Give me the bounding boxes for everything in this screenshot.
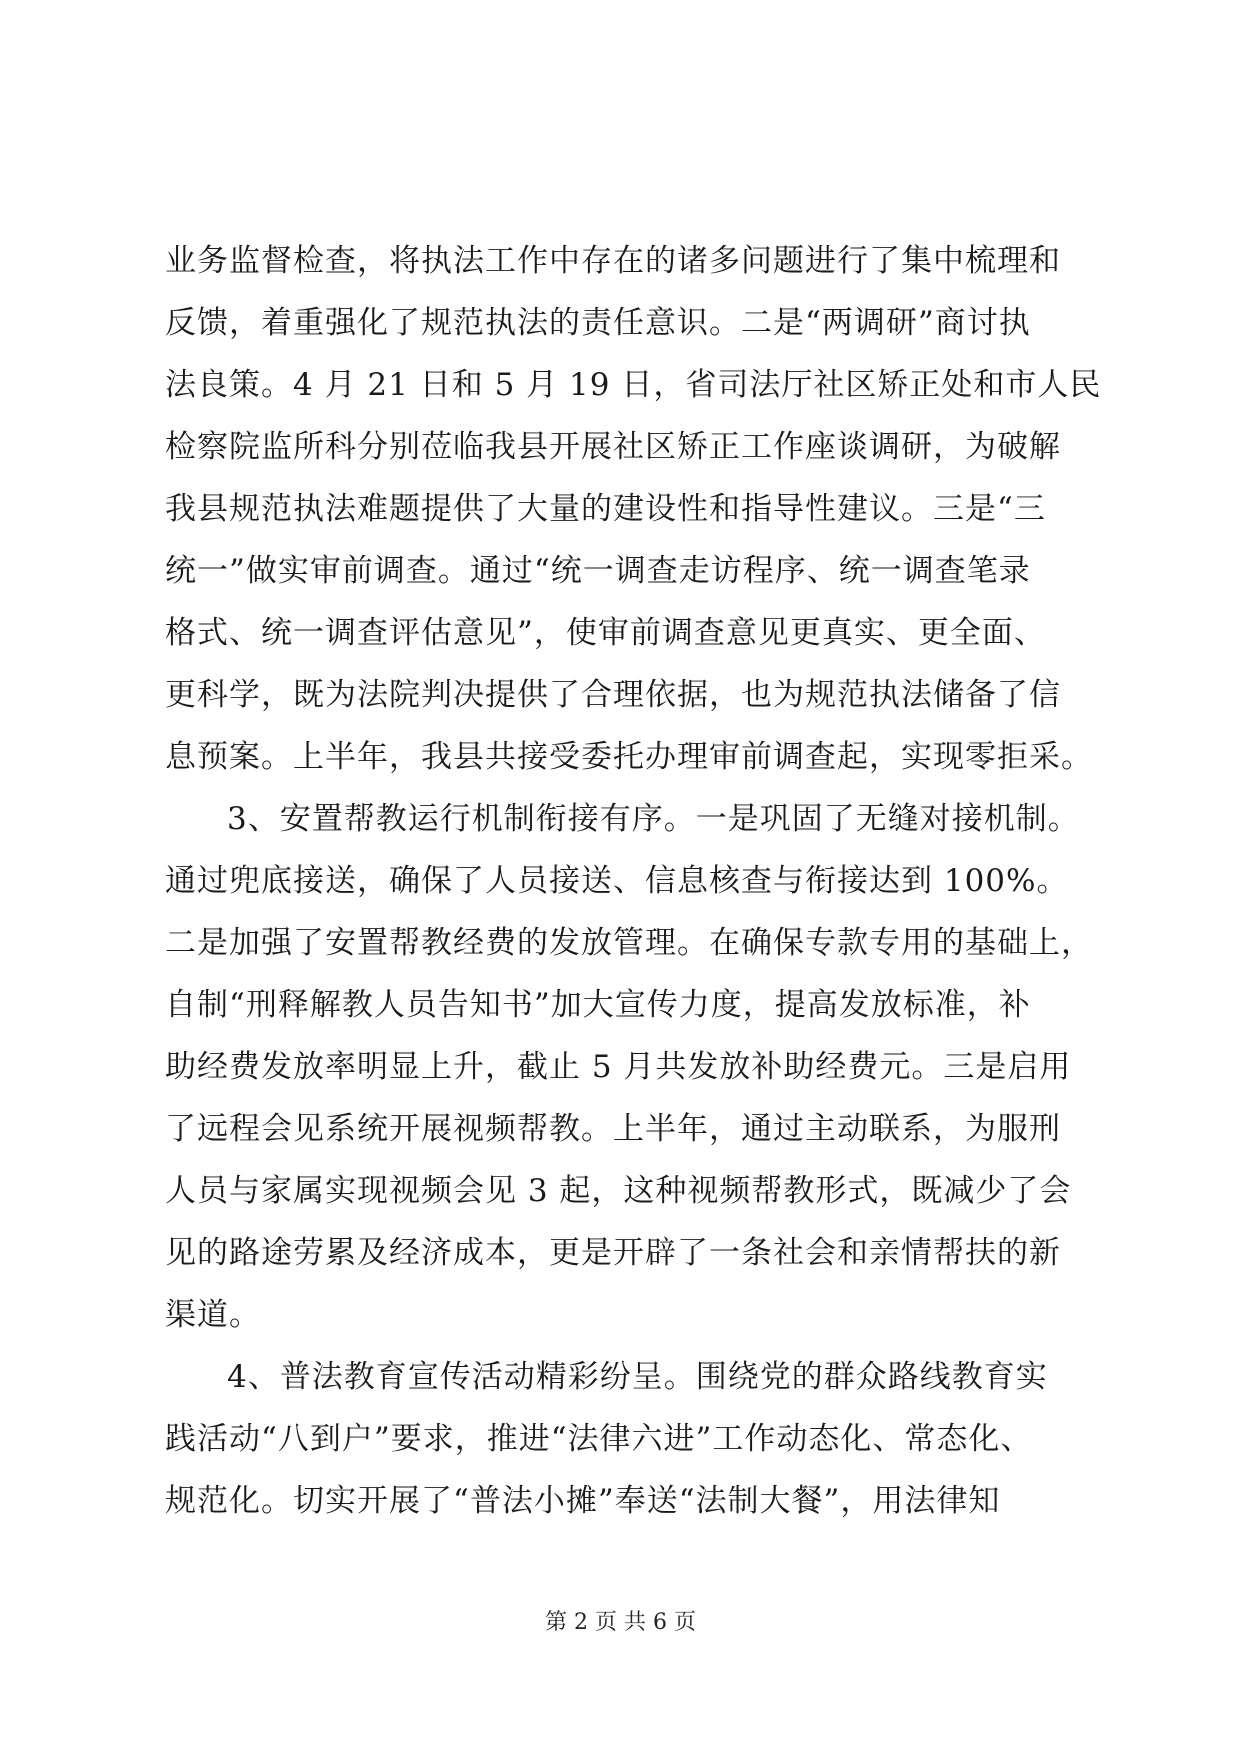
paragraph-start-line: 4、普法教育宣传活动精彩纷呈。围绕党的群众路线教育实 [227, 1359, 1048, 1395]
text-line: 践活动“八到户”要求，推进“法律六进”工作动态化、常态化、 [165, 1421, 1033, 1457]
page-footer: 第 2 页 共 6 页 [545, 1610, 696, 1635]
text-line: 二是加强了安置帮教经费的发放管理。在确保专款专用的基础上， [165, 925, 1093, 961]
text-line: 通过兜底接送，确保了人员接送、信息核查与衔接达到 100%。 [165, 863, 1069, 899]
body-text [165, 230, 1102, 1532]
text-line: 检察院监所科分别莅临我县开展社区矫正工作座谈调研，为破解 [165, 429, 1061, 465]
text-line: 更科学，既为法院判决提供了合理依据，也为规范执法储备了信 [165, 677, 1061, 713]
paragraph-start-line: 3、安置帮教运行机制衔接有序。一是巩固了无缝对接机制。 [227, 801, 1080, 837]
text-line: 助经费发放率明显上升，截止 5 月共发放补助经费元。三是启用 [165, 1049, 1072, 1085]
text-line: 规范化。切实开展了“普法小摊”奉送“法制大餐”，用法律知 [165, 1483, 1001, 1519]
text-line: 格式、统一调查评估意见”，使审前调查意见更真实、更全面、 [165, 615, 1046, 651]
text-line: 自制“刑释解教人员告知书”加大宣传力度，提高发放标准，补 [165, 987, 1031, 1023]
text-line: 业务监督检查，将执法工作中存在的诸多问题进行了集中梳理和 [165, 243, 1061, 279]
text-line: 息预案。上半年，我县共接受委托办理审前调查起，实现零拒采。 [165, 739, 1093, 775]
text-line: 渠道。 [165, 1297, 261, 1333]
text-line: 我县规范执法难题提供了大量的建设性和指导性建议。三是“三 [165, 491, 1046, 527]
text-line: 法良策。4 月 21 日和 5 月 19 日，省司法厅社区矫正处和市人民 [165, 367, 1102, 403]
text-line: 人员与家属实现视频会见 3 起，这种视频帮教形式，既减少了会 [165, 1173, 1072, 1209]
text-line: 见的路途劳累及经济成本，更是开辟了一条社会和亲情帮扶的新 [165, 1235, 1061, 1271]
text-line: 反馈，着重强化了规范执法的责任意识。二是“两调研”商讨执 [165, 305, 1031, 341]
text-line: 了远程会见系统开展视频帮教。上半年，通过主动联系，为服刑 [165, 1111, 1061, 1147]
text-line: 统一”做实审前调查。通过“统一调查走访程序、统一调查笔录 [165, 553, 1031, 589]
